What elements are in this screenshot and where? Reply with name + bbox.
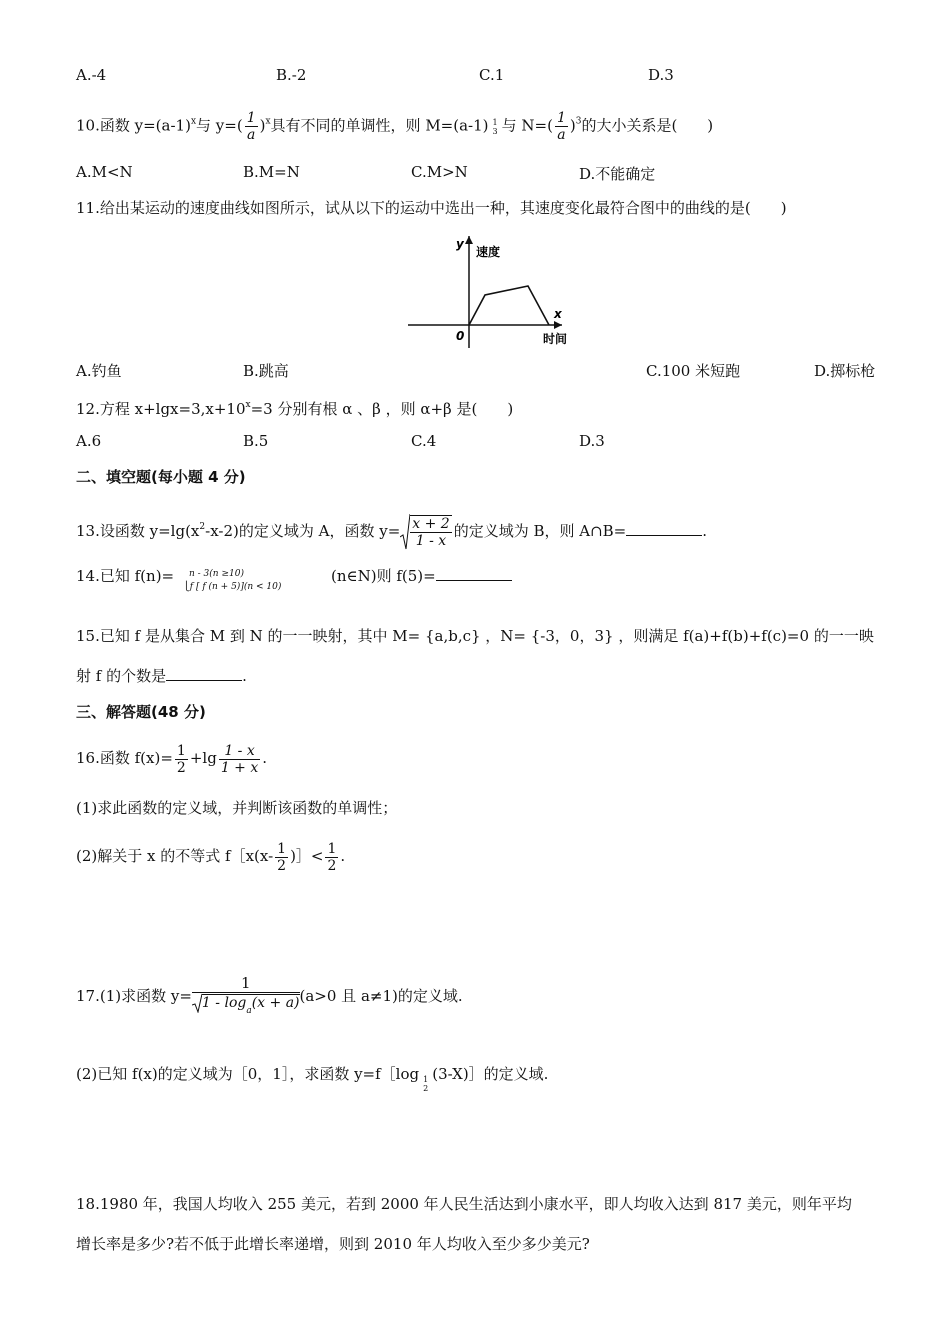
question-15-line-1: 15.已知 f 是从集合 M 到 N 的一一映射，其中 M= {a,b,c} ，N= {-3，0，3} ，则满足 f(a)+f(b)+f(c)=0 的一一映 [76,627,874,645]
fraction-1-over-a: $\frac{1}{a}$ [246,110,256,143]
q12-option-d: D.3 [579,432,605,450]
answer-blank-15[interactable] [166,666,242,681]
q11-option-c: C.100 米短跑 [646,362,741,380]
answer-blank-14[interactable] [436,566,512,581]
q12-option-a: A.6 [76,432,102,450]
q10-option-d: D.不能确定 [579,165,656,183]
log-base-one-half: 1 2 [423,1075,429,1093]
exponent-one-third: 1 3 [492,117,498,136]
section-answer-heading: 三、解答题(48 分) [76,703,206,721]
sqrt-expression: $\frac{x + 2}{1 - x}$ [400,513,453,551]
sqrt-sign-icon [192,993,202,1013]
section-fill-in-heading: 二、填空题(每小题 4 分) [76,468,246,486]
q11-option-d: D.掷标枪 [814,362,876,380]
question-16-part-2: (2)解关于 x 的不等式 f［x(x- $\frac{1}{2}$ )］< $\frac{1}{2}$ . [76,840,346,874]
q12-option-b: B.5 [243,432,269,450]
question-18-line-2: 增长率是多少?若不低于此增长率递增，则到 2010 年人均收入至少多少美元? [76,1235,590,1253]
q9-option-a: A.-4 [76,66,107,84]
q9-option-c: C.1 [479,66,505,84]
reciprocal-sqrt-expression: $\frac{1}{1 - \log_a(x + a)}$ [192,974,300,1020]
x-axis-letter: x [554,307,562,321]
question-17-part-2: (2)已知 f(x)的定义域为［0，1］，求函数 y=f［log 1 2 (3-X)］的定义域. [76,1065,549,1093]
question-11: 11.给出某运动的速度曲线如图所示，试从以下的运动中选出一种，其速度变化最符合图中的曲线的是( ) [76,199,787,217]
question-17-part-1: 17.(1)求函数 y= $\frac{1}{1 - \log_a(x + a)}$ (a>0 且 a≠1)的定义域. [76,974,463,1018]
q10-option-b: B.M=N [243,163,300,181]
question-14-tail: (n∈N)则 f(5)= [331,566,512,586]
piecewise-definition: n - 3(n ≥10) ⎩f [ f (n + 5)](n < 10) [183,569,282,592]
question-12: 12.方程 $x+\lg x=3,x+10^x=3$ 分别有根 α 、β ，则 α+β 是( ) [76,400,514,418]
y-axis-label: 速度 [476,245,501,259]
y-axis-letter: y [456,237,464,251]
question-16: 16.函数 f(x)= $\frac{1}{2}$ +lg $\frac{1 - x}{1 + x}$ . [76,742,268,776]
q9-option-b: B.-2 [276,66,307,84]
question-10: 10.函数 $y=(a-1)^x$与 y=( $\frac{1}{a}$ )$^x$具有不同的单调性，则 M=(a-1) 1 3 与 N=( $\frac{1}{a}$ )$^3$的大小关系是( ) [76,110,714,143]
question-16-part-1: (1)求此函数的定义域，并判断该函数的单调性； [76,799,398,817]
question-15-line-2: 射 f 的个数是 . [76,667,247,685]
question-13: 13.设函数 $y=\lg(x^2-x-2)$的定义域为 A，函数 y= $\frac{x + 2}{1 - x}$ 的定义域为 B，则 A∩B= . [76,506,707,548]
q11-option-a: A.钓鱼 [76,362,122,380]
sqrt-sign-icon [400,513,410,551]
y-axis-arrow-icon [465,236,473,244]
q12-option-c: C.4 [411,432,437,450]
q11-option-b: B.跳高 [243,362,289,380]
q10-option-a: A.M<N [76,163,133,181]
q10-option-c: C.M>N [411,163,468,181]
answer-blank-13[interactable] [626,521,702,536]
x-axis-label: 时间 [543,332,568,346]
speed-curve [469,286,549,325]
question-18-line-1: 18.1980 年，我国人均收入 255 美元，若到 2000 年人民生活达到小康水平，即人均收入达到 817 美元，则年平均 [76,1195,852,1213]
q9-option-d: D.3 [648,66,674,84]
origin-label: 0 [456,329,465,343]
velocity-graph [400,230,580,350]
question-14: 14.已知 f(n)= [76,567,175,585]
fraction-1-over-a-2: $\frac{1}{a}$ [556,110,566,143]
x-axis-arrow-icon [554,321,562,329]
